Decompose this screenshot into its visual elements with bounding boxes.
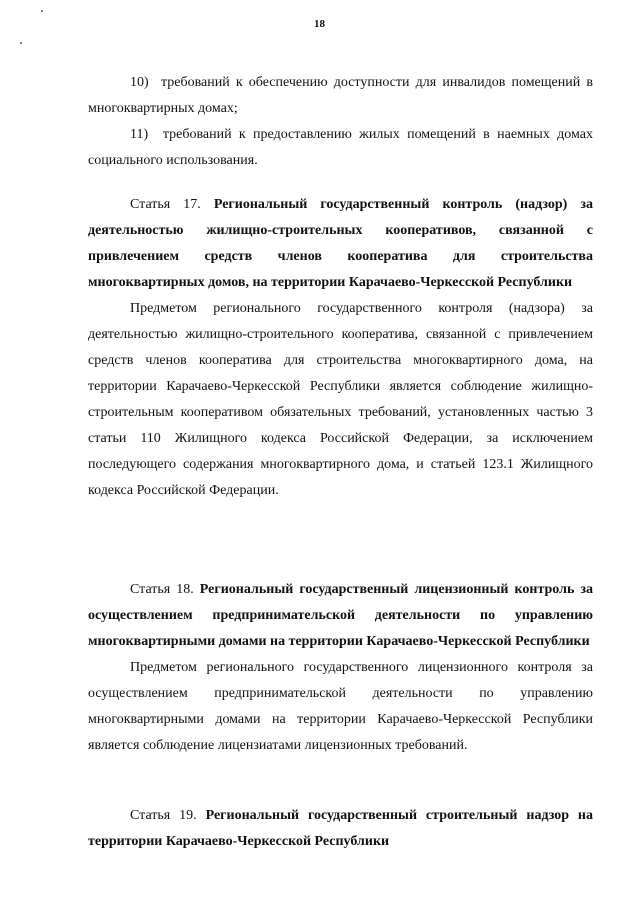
article-title: Региональный государственный строительный надзор на территории Карачаево-Черкесской Республики bbox=[88, 808, 594, 849]
article-heading bbox=[88, 577, 593, 655]
article-heading bbox=[88, 803, 593, 855]
list-item: 10) требований к обеспечению доступности для инвалидов помещений в многоквартирных домах; bbox=[88, 75, 593, 116]
page-number: 18 bbox=[314, 18, 325, 30]
article-17 bbox=[88, 192, 593, 504]
article-body: Предметом регионального государственного лицензионного контроля за осуществлением предпринимательской деятельности по управлению многоквартирными домами на территории Карачаево-Черкесской Республики является соблюдение лицензиатами лицензионных требований. bbox=[88, 660, 593, 753]
scan-speck bbox=[41, 10, 43, 12]
list-item: 11) требований к предоставлению жилых помещений в наемных домах социального использования. bbox=[88, 127, 593, 168]
list-block bbox=[88, 70, 593, 174]
article-title: Региональный государственный лицензионный контроль за осуществлением предпринимательской деятельности по управлению многоквартирными домами на территории Карачаево-Черкесской Республики bbox=[88, 582, 593, 649]
article-18 bbox=[88, 577, 593, 759]
article-label: Статья 17. bbox=[130, 197, 201, 212]
article-label: Статья 18. bbox=[130, 582, 194, 597]
article-body: Предметом регионального государственного контроля (надзора) за деятельностью жилищно-строительного кооператива, связанной с привлечением средств членов кооператива для строительства многоквартирного дома, на территории Карачаево-Черкесской Республики является соблюдение жилищно-строительным кооперативом обязательных требований, установленных частью 3 статьи 110 Жилищного кодекса Российской Федерации, за исключением последующего содержания многоквартирного дома, и статьей 123.1 Жилищного кодекса Российской Федерации. bbox=[88, 301, 593, 498]
article-label: Статья 19. bbox=[130, 808, 197, 823]
article-19 bbox=[88, 803, 593, 855]
article-heading bbox=[88, 192, 593, 296]
scan-speck bbox=[20, 42, 22, 44]
article-title: Региональный государственный контроль (надзор) за деятельностью жилищно-строительных кооперативов, связанной с привлечением средств членов кооператива для строительства многоквартирных домов, на территории Карачаево-Черкесской Республики bbox=[88, 197, 593, 290]
